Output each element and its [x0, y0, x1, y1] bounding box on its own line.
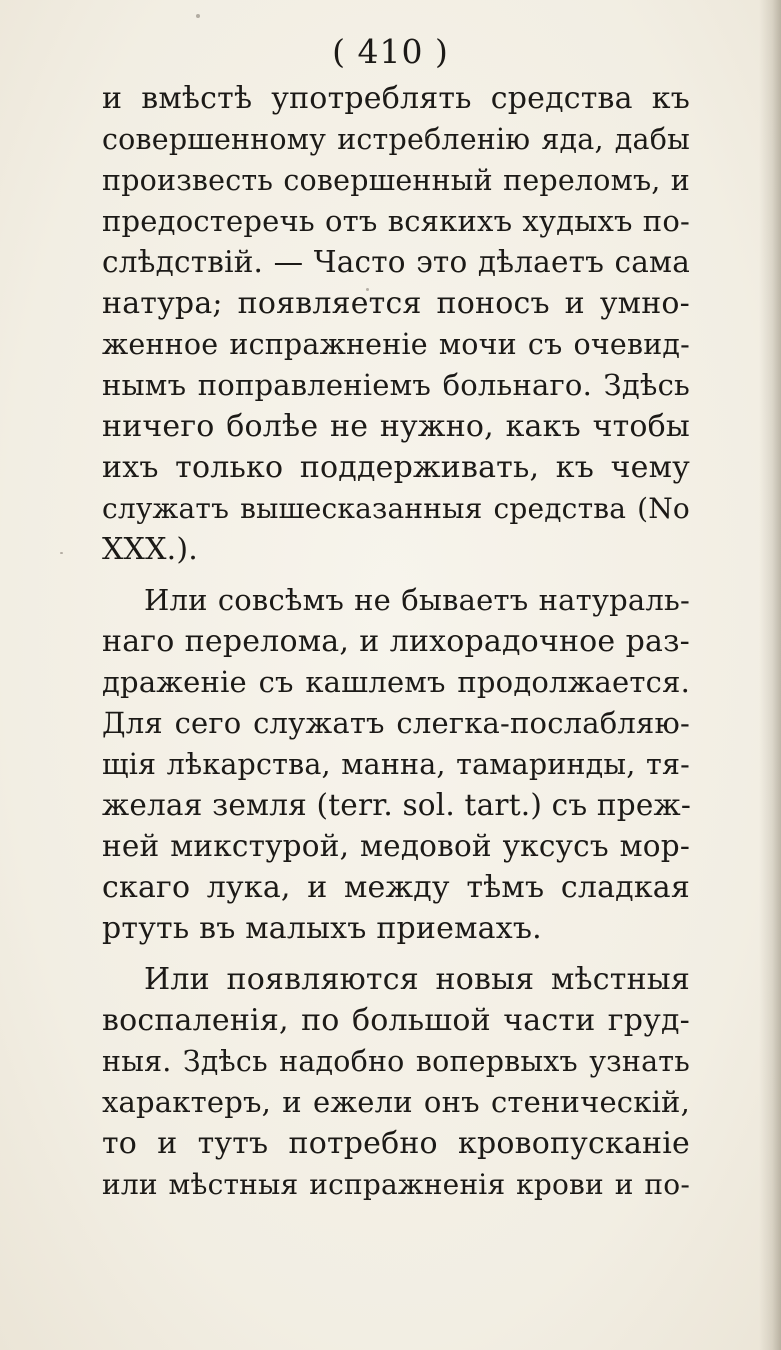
text-line: служатъ вышесказанныя средства (No — [102, 492, 690, 525]
paper-speck — [196, 14, 200, 18]
text-line: нымъ поправленіемъ больнаго. Здѣсь — [102, 368, 690, 402]
text-line: наго перелома, и лихорадочное раз- — [102, 624, 690, 659]
text-line: скаго лука, и между тѣмъ сладкая — [102, 870, 690, 905]
text-line: Или появляются новыя мѣстныя — [144, 962, 690, 997]
text-line: ртуть въ малыхъ приемахъ. — [102, 911, 542, 946]
text-line: Для сего служатъ слегка-послабляю- — [102, 706, 690, 740]
text-line: ней микстурой, медовой уксусъ мор- — [102, 829, 690, 863]
text-line: слѣдствій. — Часто это дѣлаетъ сама — [102, 245, 690, 279]
text-line: ныя. Здѣсь надобно вопервыхъ узнать — [102, 1045, 690, 1078]
paragraph-1 — [102, 78, 690, 570]
text-line: произвесть совершенный переломъ, и — [102, 164, 690, 197]
text-line: и вмѣстѣ употреблять средства къ — [102, 81, 690, 116]
text-line: натура; появляется поносъ и умно- — [102, 286, 690, 321]
text-line: щія лѣкарства, манна, тамаринды, тя- — [102, 748, 690, 781]
text-line: совершенному истребленію яда, дабы — [102, 123, 690, 156]
body-text — [102, 78, 690, 1205]
text-line: Или совсѣмъ не бываетъ натураль- — [144, 583, 690, 617]
text-line: ихъ только поддерживать, къ чему — [102, 450, 690, 485]
text-line: характеръ, и ежели онъ стеническій, — [102, 1085, 690, 1119]
text-line: предостеречь отъ всякихъ худыхъ по- — [102, 204, 690, 238]
text-line: то и тутъ потребно кровопусканіе — [102, 1126, 690, 1161]
page-edge-shadow — [759, 0, 781, 1350]
text-line: драженіе съ кашлемъ продолжается. — [102, 665, 690, 699]
text-line: женное испражненіе мочи съ очевид- — [102, 328, 690, 361]
page-number: ( 410 ) — [332, 32, 449, 71]
text-line: желая земля (terr. sol. tart.) съ преж- — [102, 788, 691, 822]
paper-speck — [60, 552, 63, 554]
paragraph-3 — [102, 959, 690, 1205]
text-line: воспаленія, по большой части груд- — [102, 1003, 690, 1038]
text-line: ничего болѣе не нужно, какъ чтобы — [102, 409, 690, 444]
text-line: XXX.). — [102, 532, 199, 567]
text-line: или мѣстныя испражненія крови и по- — [102, 1168, 690, 1201]
paragraph-2 — [102, 580, 690, 949]
